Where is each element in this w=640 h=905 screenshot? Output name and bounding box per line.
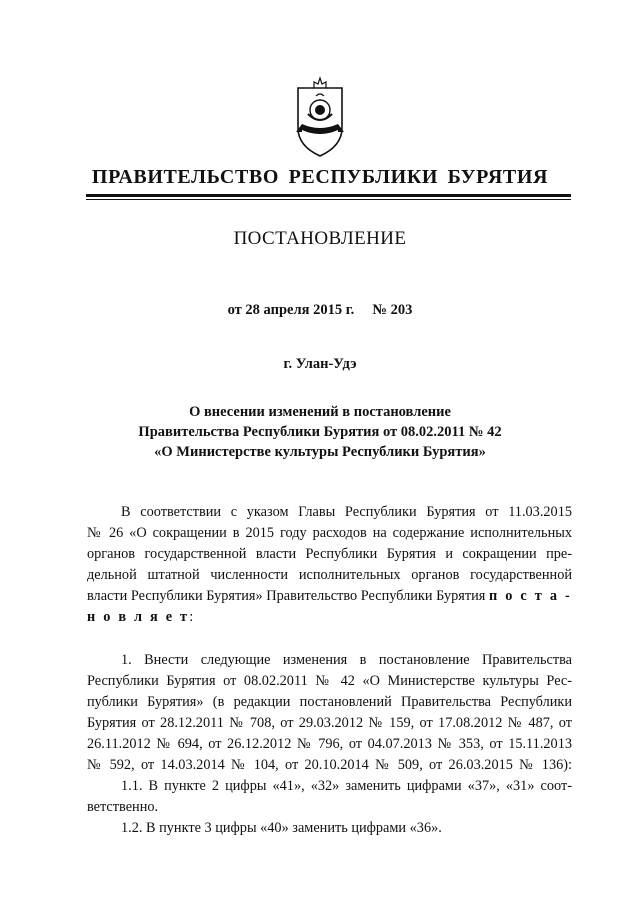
- header-divider-thin: [86, 199, 571, 200]
- paragraph-line: органов государственной власти Республики Бурятия и сокращении пре-: [87, 546, 572, 562]
- preamble-paragraph: [87, 502, 572, 628]
- clause-line: Бурятия от 28.12.2011 № 708, от 29.03.2012 № 159, от 17.08.2012 № 487, от: [87, 715, 572, 731]
- clause-line: № 592, от 14.03.2014 № 104, от 20.10.2014 № 509, от 26.03.2015 № 136):: [87, 757, 572, 773]
- paragraph-line-text: :: [189, 609, 194, 625]
- clause-line: ветственно.: [87, 799, 159, 815]
- header-divider-thick: [86, 194, 571, 197]
- city-name: г. Улан-Удэ: [283, 356, 357, 372]
- decree-word-part-b: н о в л я е т: [87, 609, 190, 625]
- clauses-section: [87, 650, 572, 839]
- paragraph-line: [87, 586, 572, 607]
- paragraph-line: дельной штатной численности исполнительных органов государственной: [87, 567, 572, 583]
- buryatia-coat-of-arms-icon: [294, 74, 346, 158]
- subject-line: Правительства Республики Бурятия от 08.02.2011 № 42: [138, 424, 502, 440]
- date-and-number: от 28 апреля 2015 г. № 203: [227, 302, 413, 318]
- paragraph-line: [87, 607, 572, 628]
- paragraph-line-text: власти Республики Бурятия» Правительство Республики Бурятия: [87, 588, 486, 604]
- document-subject: [0, 402, 640, 462]
- decree-word-part-a: п о с т а -: [488, 588, 572, 604]
- clause-line: 1.2. В пункте 3 цифры «40» заменить цифрами «36».: [121, 820, 442, 836]
- clause-line: Республики Бурятия от 08.02.2011 № 42 «О Министерстве культуры Рес-: [87, 673, 572, 689]
- organization-title: ПРАВИТЕЛЬСТВО РЕСПУБЛИКИ БУРЯТИЯ: [91, 166, 549, 188]
- clause-line: 1. Внести следующие изменения в постановление Правительства: [121, 652, 572, 668]
- clause-line: 1.1. В пункте 2 цифры «41», «32» заменить цифрами «37», «31» соот-: [121, 778, 572, 794]
- clause-line: публики Бурятия» (в редакции постановлений Правительства Республики: [87, 694, 572, 710]
- clause-line: 26.11.2012 № 694, от 26.12.2012 № 796, от 04.07.2013 № 353, от 15.11.2013: [87, 736, 572, 752]
- subject-line: «О Министерстве культуры Республики Бурятия»: [154, 444, 486, 460]
- paragraph-line: В соответствии с указом Главы Республики Бурятия от 11.03.2015: [121, 504, 572, 520]
- subject-line: О внесении изменений в постановление: [189, 404, 451, 420]
- paragraph-line: № 26 «О сокращении в 2015 году расходов на содержание исполнительных: [87, 525, 572, 541]
- document-type: ПОСТАНОВЛЕНИЕ: [233, 228, 407, 249]
